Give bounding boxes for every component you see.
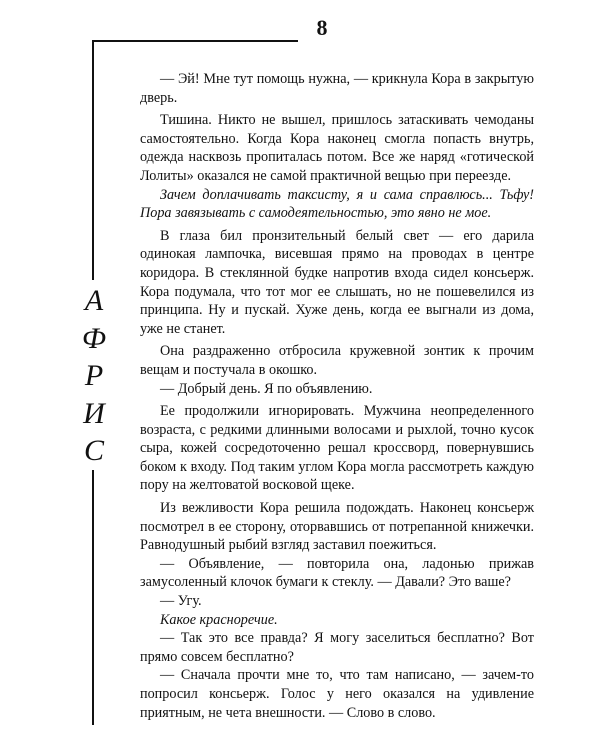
paragraph: Из вежливости Кора решила подождать. Наконец консьерж посмотрел в ее сторону, оторвавшись от потрепанной книжечки. Равнодушный рыбий взгляд заставил поежиться. bbox=[140, 500, 534, 554]
section-title-letter: Ф bbox=[81, 321, 107, 355]
section-title-letter: Р bbox=[84, 359, 104, 392]
paragraph: — Так это все правда? Я могу заселиться бесплатно? Вот прямо совсем бесплатно? bbox=[140, 630, 534, 665]
paragraph: — Объявление, — повторила она, ладонью прижав замусоленный клочок бумаги к стеклу. — Давали? Это ваше? bbox=[140, 555, 534, 591]
section-title-letter: С bbox=[83, 434, 104, 467]
side-rule-bottom bbox=[92, 470, 94, 725]
section-title-letter: И bbox=[83, 396, 105, 430]
header-rule bbox=[92, 40, 298, 42]
paragraph: Какое красноречие. bbox=[160, 611, 278, 628]
paragraph: — Добрый день. Я по объявлению. bbox=[160, 380, 373, 397]
paragraph: — Сначала прочти мне то, что там написано, — зачем-то попросил консьерж. Голос у него оказался на удивление приятным, не чета внешности. — Слово в слово. bbox=[140, 667, 534, 721]
paragraph: — Угу. bbox=[160, 593, 202, 610]
page-number: 8 bbox=[316, 15, 328, 40]
paragraph: — Эй! Мне тут помощь нужна, — крикнула Кора в закрытую дверь. bbox=[140, 71, 534, 106]
paragraph: Зачем доплачивать таксисту, я и сама справлюсь... Тьфу! Пора завязывать с самодеятельностью, это явно не мое. bbox=[140, 186, 534, 222]
section-title-vertical bbox=[74, 286, 114, 466]
body-text bbox=[140, 70, 534, 722]
paragraph: В глаза бил пронзительный белый свет — его дарила одинокая лампочка, висевшая прямо на проводах в центре коридора. В стеклянной будке напротив входа сидел консьерж. Кора подумала, что тот мог ее слышать, но не пошевелился из принципа. Ну и пускай. Хуже день, когда ее выгнали из дома, уже не станет. bbox=[140, 227, 534, 337]
section-title-letter: А bbox=[84, 284, 104, 317]
side-rule-top bbox=[92, 40, 94, 280]
paragraph: Ее продолжили игнорировать. Мужчина неопределенного возраста, с редкими длинными волосами и рыхлой, точно кусок сыра, кожей сосредоточенно решал кроссворд, повернувшись боком к входу. Под таким углом Кора могла рассмотреть каждую пору на желтоватой восковой щеке. bbox=[140, 403, 534, 494]
paragraph: Она раздраженно отбросила кружевной зонтик к прочим вещам и постучала в окошко. bbox=[140, 343, 534, 378]
paragraph: Тишина. Никто не вышел, пришлось затаскивать чемоданы самостоятельно. Когда Кора наконец смогла попасть внутрь, одежда насквозь пропиталась потом. Все же наряд «готической Лолиты» оказался не самой практичной вещью при переезде. bbox=[140, 112, 534, 184]
